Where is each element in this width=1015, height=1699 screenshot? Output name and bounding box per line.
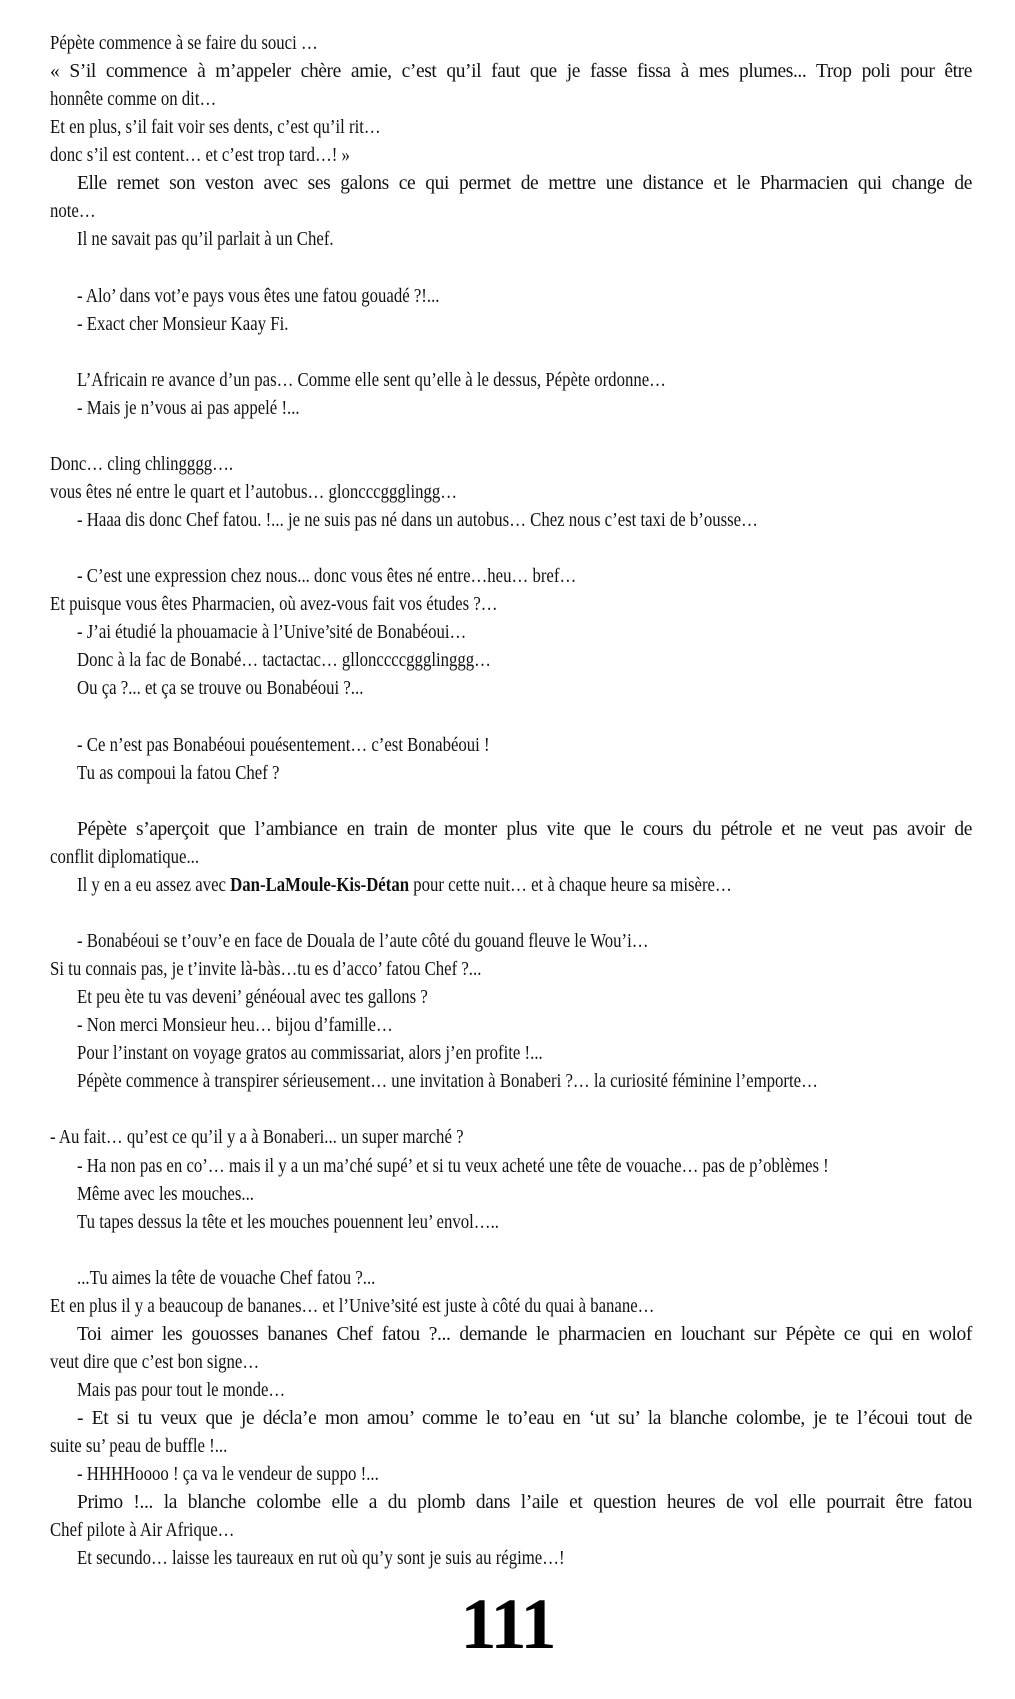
line-text: note… xyxy=(50,201,96,223)
line-text xyxy=(50,704,54,732)
text-line xyxy=(50,198,972,226)
line-text: ...Tu aimes la tête de vouache Chef fatou ?... xyxy=(77,1267,376,1289)
line-text: Pépète commence à se faire du souci … xyxy=(50,33,318,54)
text-line xyxy=(50,619,972,647)
line-text: veut dire que c’est bon signe… xyxy=(50,1351,260,1373)
text-line xyxy=(50,86,972,114)
line-text: Si tu connais pas, je t’invite là-bàs…tu es d’acco’ fatou Chef ?... xyxy=(50,959,482,981)
line-text: Donc à la fac de Bonabé… tactactac… gllonccccggglinggg… xyxy=(77,650,491,672)
text-line xyxy=(50,283,972,311)
line-text: suite su’ peau de buffle !... xyxy=(50,1436,228,1458)
text-line xyxy=(50,1321,972,1349)
line-text-segment: pour cette nuit… et à chaque heure sa misère… xyxy=(409,874,732,896)
line-text: Il ne savait pas qu’il parlait à un Chef. xyxy=(77,229,334,251)
line-text: Même avec les mouches... xyxy=(77,1183,254,1205)
line-text: Donc… cling chlingggg…. xyxy=(50,453,234,475)
line-text: - Haaa dis donc Chef fatou. !... je ne suis pas né dans un autobus… Chez nous c’est taxi de b’ousse… xyxy=(77,510,758,532)
line-text xyxy=(77,872,732,900)
text-line xyxy=(50,675,972,703)
text-line xyxy=(50,956,972,984)
line-text: Chef pilote à Air Afrique… xyxy=(50,1520,235,1542)
text-line xyxy=(50,395,972,423)
line-text: Et peu ète tu vas deveni’ généoual avec tes gallons ? xyxy=(77,987,428,1009)
line-text: Pour l’instant on voyage gratos au commissariat, alors j’en profite !... xyxy=(77,1043,543,1065)
line-text: - Non merci Monsieur heu… bijou d’famille… xyxy=(77,1015,393,1037)
line-text: - Ce n’est pas Bonabéoui pouésentement… c’est Bonabéoui ! xyxy=(77,734,490,756)
text-line xyxy=(50,872,972,900)
line-text: honnête comme on dit… xyxy=(50,89,217,111)
line-text: Pépète commence à transpirer sérieusement… une invitation à Bonaberi ?… la curiosité féminine l’emporte… xyxy=(77,1071,818,1093)
blank-line xyxy=(50,535,972,563)
line-text: « S’il commence à m’appeler chère amie, c’est qu’il faut que je fasse fissa à mes plumes... Trop poli pour être xyxy=(50,61,972,83)
text-line xyxy=(50,1040,972,1068)
text-line xyxy=(50,1433,972,1461)
text-line xyxy=(50,1293,972,1321)
line-text xyxy=(50,535,54,563)
line-text: - HHHHoooo ! ça va le vendeur de suppo !... xyxy=(77,1464,379,1486)
blank-line xyxy=(50,339,972,367)
line-text-segment: Il y en a eu assez avec xyxy=(77,874,231,896)
line-text: vous êtes né entre le quart et l’autobus… gloncccggglingg… xyxy=(50,482,458,503)
text-line xyxy=(50,1181,972,1209)
line-text: donc s’il est content… et c’est trop tard…! » xyxy=(50,145,350,167)
text-line xyxy=(50,647,972,675)
text-line xyxy=(50,30,972,58)
line-text: Primo !... la blanche colombe elle a du plomb dans l’aile et question heures de vol elle pourrait être fatou xyxy=(77,1492,972,1514)
text-line xyxy=(50,1153,972,1181)
text-line xyxy=(50,451,972,479)
text-line xyxy=(50,1405,972,1433)
line-text: Elle remet son veston avec ses galons ce qui permet de mettre une distance et le Pharmacien qui change de xyxy=(77,173,972,195)
text-line xyxy=(50,1265,972,1293)
line-text xyxy=(50,255,54,283)
line-text xyxy=(50,1096,54,1124)
text-line xyxy=(50,507,972,535)
line-text: - Ha non pas en co’… mais il y a un ma’ché supé’ et si tu veux acheté une tête de vouache… pas de p’oblèmes ! xyxy=(77,1155,829,1177)
line-text: Et en plus, s’il fait voir ses dents, c’est qu’il rit… xyxy=(50,117,381,139)
body-text xyxy=(50,30,972,1573)
text-line xyxy=(50,563,972,591)
line-text: Et en plus il y a beaucoup de bananes… et l’Unive’sité est juste à côté du quai à banane… xyxy=(50,1295,655,1317)
line-text: Tu as compoui la fatou Chef ? xyxy=(77,762,280,784)
line-text: Et puisque vous êtes Pharmacien, où avez-vous fait vos études ?… xyxy=(50,594,498,616)
line-text xyxy=(50,1237,54,1265)
line-text: - J’ai étudié la phouamacie à l’Unive’sité de Bonabéoui… xyxy=(77,622,467,644)
line-text: Tu tapes dessus la tête et les mouches pouennent leu’ envol….. xyxy=(77,1211,499,1233)
bold-name: Dan-LaMoule-Kis-Détan xyxy=(230,874,410,896)
text-line xyxy=(50,226,972,254)
line-text: conflit diplomatique... xyxy=(50,846,200,868)
line-text: - Mais je n’vous ai pas appelé !... xyxy=(77,397,300,419)
text-line xyxy=(50,844,972,872)
text-line xyxy=(50,1489,972,1517)
text-line xyxy=(50,1012,972,1040)
text-line xyxy=(50,311,972,339)
text-line xyxy=(50,142,972,170)
text-line xyxy=(50,984,972,1012)
page-number: 111 xyxy=(460,1584,555,1664)
line-text: - C’est une expression chez nous... donc vous êtes né entre…heu… bref… xyxy=(77,566,577,588)
blank-line xyxy=(50,1096,972,1124)
line-text: Et secundo… laisse les taureaux en rut où qu’y sont je suis au régime…! xyxy=(77,1548,565,1570)
text-line xyxy=(50,58,972,86)
line-text xyxy=(50,788,54,816)
text-line xyxy=(50,816,972,844)
line-text: - Bonabéoui se t’ouv’e en face de Douala de l’aute côté du gouand fleuve le Wou’i… xyxy=(77,931,649,952)
text-line xyxy=(50,1377,972,1405)
text-line xyxy=(50,1349,972,1377)
line-text: - Exact cher Monsieur Kaay Fi. xyxy=(77,313,289,335)
text-line xyxy=(50,1461,972,1489)
line-text: Pépète s’aperçoit que l’ambiance en train de monter plus vite que le cours du pétrole et ne veut pas avoir de xyxy=(77,818,972,840)
line-text: Ou ça ?... et ça se trouve ou Bonabéoui ?... xyxy=(77,678,364,700)
line-text: Toi aimer les gouosses bananes Chef fatou ?... demande le pharmacien en louchant sur Pépète ce qui en wolof xyxy=(77,1323,972,1345)
blank-line xyxy=(50,255,972,283)
text-line xyxy=(50,170,972,198)
text-line xyxy=(50,1545,972,1573)
text-line xyxy=(50,591,972,619)
blank-line xyxy=(50,900,972,928)
line-text: - Et si tu veux que je décla’e mon amou’ comme le to’eau en ‘ut su’ la blanche colombe, je te l’écoui tout de xyxy=(77,1408,972,1430)
blank-line xyxy=(50,788,972,816)
text-line xyxy=(50,1209,972,1237)
text-line xyxy=(50,1517,972,1545)
text-line xyxy=(50,367,972,395)
text-line xyxy=(50,928,972,956)
line-text: Mais pas pour tout le monde… xyxy=(77,1380,286,1401)
text-line xyxy=(50,114,972,142)
line-text: - Au fait… qu’est ce qu’il y a à Bonaberi... un super marché ? xyxy=(50,1127,464,1149)
blank-line xyxy=(50,704,972,732)
blank-line xyxy=(50,423,972,451)
text-line xyxy=(50,760,972,788)
line-text xyxy=(50,423,54,451)
line-text xyxy=(50,900,54,928)
blank-line xyxy=(50,1237,972,1265)
line-text xyxy=(50,339,54,367)
text-line xyxy=(50,1068,972,1096)
text-line xyxy=(50,732,972,760)
text-line xyxy=(50,479,972,507)
line-text: L’Africain re avance d’un pas… Comme elle sent qu’elle à le dessus, Pépète ordonne… xyxy=(77,369,666,391)
line-text: - Alo’ dans vot’e pays vous êtes une fatou gouadé ?!... xyxy=(77,285,440,307)
text-line xyxy=(50,1124,972,1152)
